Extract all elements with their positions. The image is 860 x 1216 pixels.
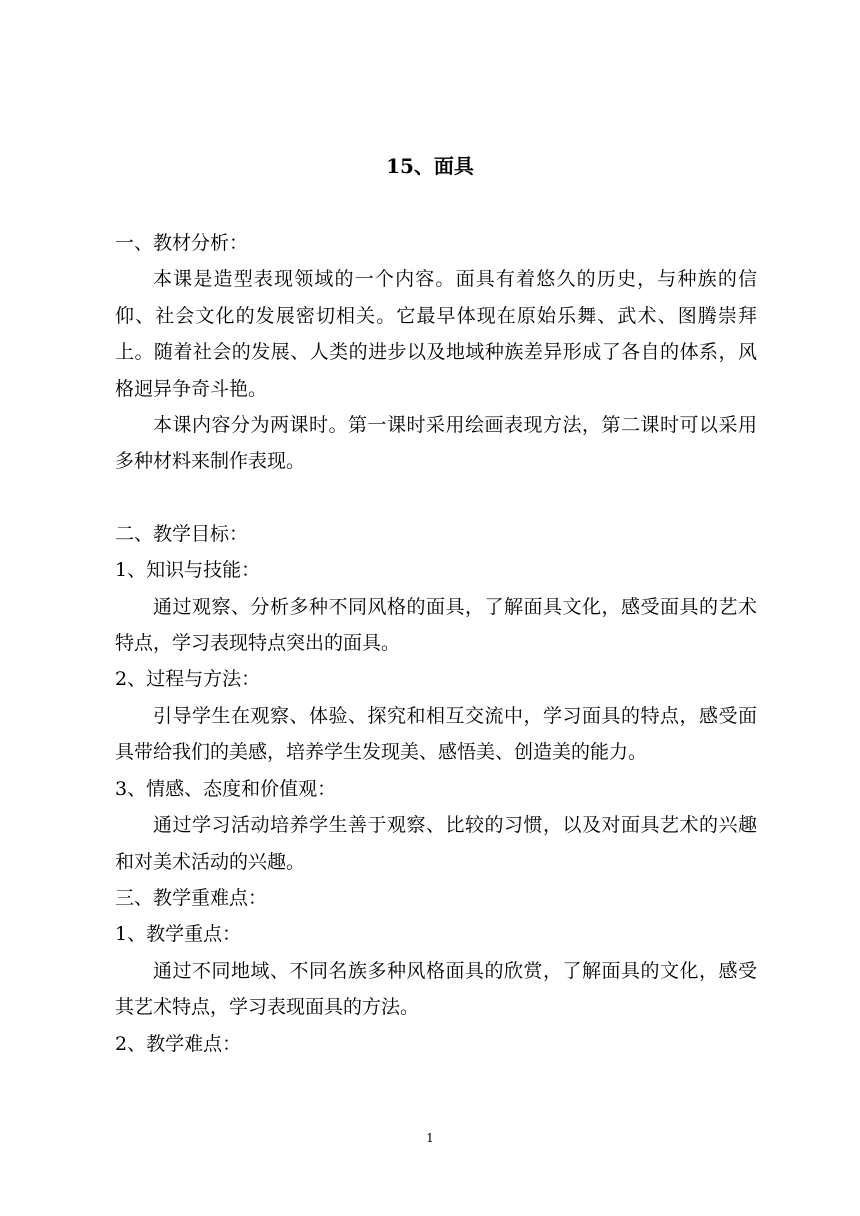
document-body — [115, 225, 757, 1062]
paragraph-emotion-values: 通过学习活动培养学生善于观察、比较的习惯，以及对面具艺术的兴趣和对美术活动的兴趣。 — [115, 814, 757, 873]
page-number: 1 — [426, 1131, 434, 1145]
subheading-knowledge-skills: 1、知识与技能： — [115, 559, 261, 582]
subheading-emotion-values: 3、情感、态度和价值观： — [115, 777, 337, 800]
document-title: 15、面具 — [386, 154, 474, 178]
subheading-process-methods: 2、过程与方法： — [115, 668, 261, 691]
paragraph-lesson-overview: 本课是造型表现领域的一个内容。面具有着悠久的历史，与种族的信仰、社会文化的发展密切相关。它最早体现在原始乐舞、武术、图腾崇拜上。随着社会的发展、人类的进步以及地域种族差异形成了各自的体系，风格迥异争奇斗艳。 — [115, 268, 757, 400]
paragraph-process-methods: 引导学生在观察、体验、探究和相互交流中，学习面具的特点，感受面具带给我们的美感，培养学生发现美、感悟美、创造美的能力。 — [115, 704, 757, 764]
section-heading-key-difficult-points: 三、教学重难点： — [115, 886, 268, 909]
blank-line — [115, 480, 757, 516]
subheading-teaching-key-point: 1、教学重点： — [115, 923, 242, 946]
paragraph-teaching-key-point: 通过不同地域、不同名族多种风格面具的欣赏，了解面具的文化，感受其艺术特点，学习表现面具的方法。 — [115, 959, 757, 1019]
section-heading-teaching-goals: 二、教学目标： — [115, 522, 249, 545]
paragraph-knowledge-skills: 通过观察、分析多种不同风格的面具，了解面具文化，感受面具的艺术特点，学习表现特点突出的面具。 — [115, 595, 757, 655]
subheading-teaching-difficult-point: 2、教学难点： — [115, 1032, 242, 1055]
paragraph-lesson-schedule: 本课内容分为两课时。第一课时采用绘画表现方法，第二课时可以采用多种材料来制作表现。 — [115, 414, 757, 473]
section-heading-textbook-analysis: 一、教材分析： — [115, 232, 249, 254]
